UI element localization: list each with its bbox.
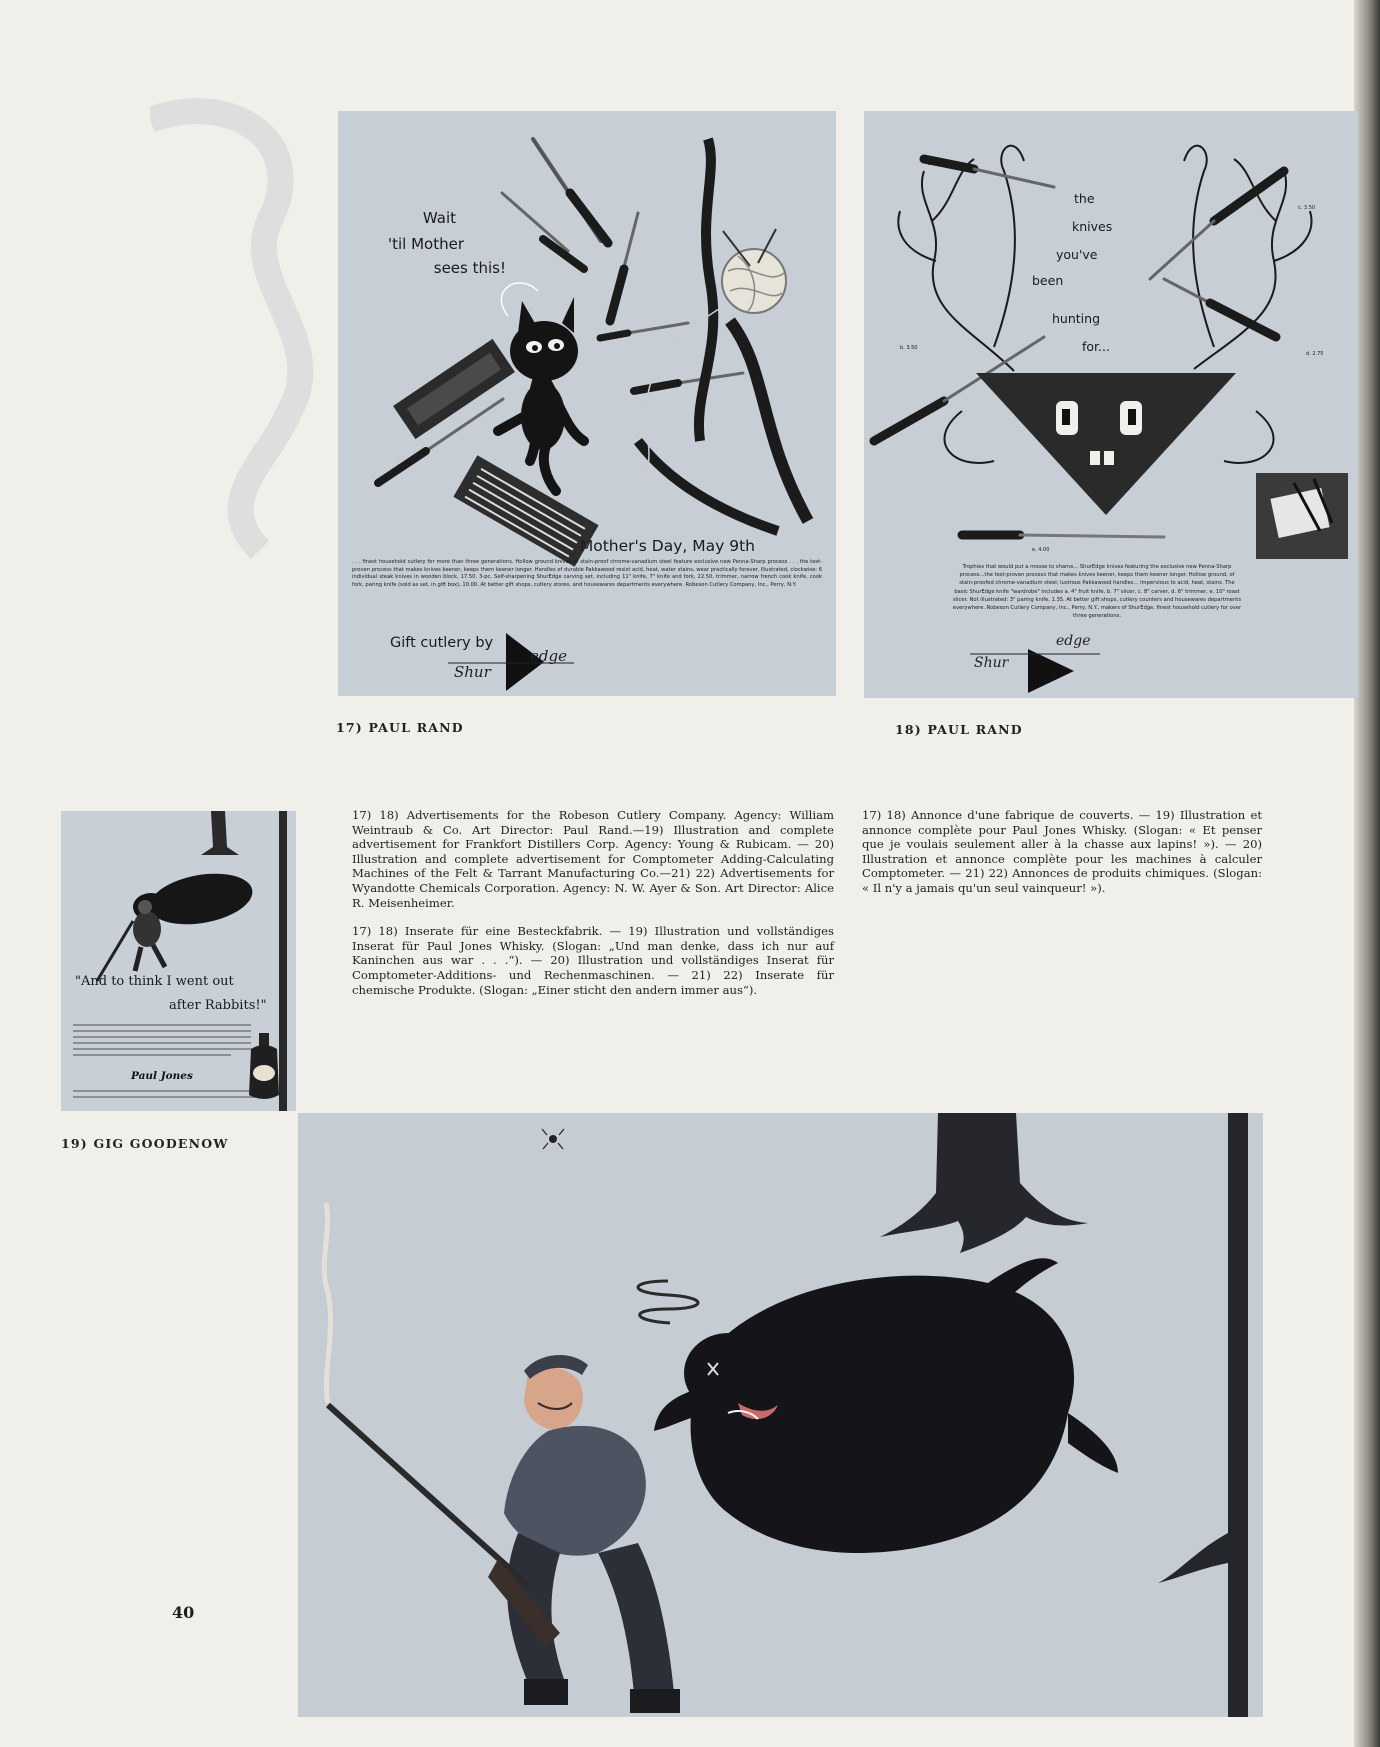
knife-label-d: d. 2.75 [1306, 351, 1324, 357]
description-french: 17) 18) Annonce d'une fabrique de couverts. — 19) Illustration et annonce complète pour Paul Jones Whisky. (Slogan: « Et penser que je voulais seulement aller à la chasse aux lapins! »). — 20) Illustration et annonce complète pour les machines à calculer Comptometer. — 21) 22) Annonces de produits chimiques. (Slogan: « Il n'y a jamais qu'un seul vainqueur! »). [862, 808, 1262, 895]
ad-18-body-copy-wrap [952, 563, 1242, 659]
ad-17-body-copy-wrap [352, 559, 822, 621]
ad-18-headline-4: been [1032, 273, 1064, 288]
ad-17-tagline: Gift cutlery by [390, 635, 494, 651]
caption-19: 19) GIG GOODENOW [61, 1136, 229, 1151]
ad-17-occasion: Mother's Day, May 9th [579, 537, 755, 555]
knife-label-b: b. 3.50 [900, 345, 918, 351]
caption-18: 18) PAUL RAND [895, 722, 1023, 737]
ad-17-body-copy: . . . finest household cutlery for more than three generations. Hollow ground knives of stain-proof chrome-vanadium steel feature exclusive new Penna-Sharp process . . . the test-proven process that makes knives keener, keeps them keener longer. Handles of durable Pakkawood resist acid, heat, water stains, wear practically forever. Illustrated, clockwise: 6 individual steak knives in wooden block, 17.50. 3-pc. Self-sharpening ShurEdge carving set, including 11" knife, 7" knife and fork, 22.50, trimmer, narrow french cook knife, cook fork, paring knife (sold as set, in gift box), 10.00. At better gift shops, cutlery stores, and housewares departments everywhere. Robeson Cutlery Company, Inc., Perry, N.Y. [352, 559, 822, 588]
description-column-right [862, 808, 1262, 910]
description-german: 17) 18) Inserate für eine Besteckfabrik. — 19) Illustration und vollständiges Inserat für Paul Jones Whisky. (Slogan: „Und man denke, dass ich nur auf Kaninchen aus war . . .“). — 20) Illustration und vollständiges Inserat für Comptometer-Additions- und Rechenmaschinen. — 21) 22) Inserate für chemische Produkte. (Slogan: „Einer sticht den andern immer aus“). [352, 924, 834, 997]
description-column-left [352, 808, 834, 1011]
ad-18-brand-left: Shur [974, 655, 1009, 671]
knife-label-c: c. 3.50 [1298, 205, 1316, 211]
ad-17-brand-right: edge [530, 647, 567, 665]
ad-19-paul-jones [61, 811, 296, 1111]
ad-19-headline-1: "And to think I went out [75, 974, 234, 989]
ad-18-artwork [864, 111, 1358, 698]
ad-18-knives-hunting [864, 111, 1358, 698]
ad-17-headline-1: Wait [422, 209, 456, 227]
ad-18-headline-3: you've [1056, 247, 1098, 262]
ad-17-headline-2: 'til Mother [387, 235, 464, 253]
knife-label-e: e. 4.00 [1032, 547, 1050, 553]
ad-17-wait-til-mother [338, 111, 836, 696]
bear-hunter-artwork [298, 1113, 1263, 1717]
ad-18-body-copy: Trophies that would put a moose to shame... ShurEdge knives featuring the exclusive new Penna-Sharp process...the test-proven process that makes knives keener, keeps them keener longer. Hollow ground, of stain-proofed chrome-vanadium steel; lustrous Pakkawood handles... impervious to acid, heat, stains. The basic ShurEdge knife "wardrobe" includes a. 4" fruit knife, b. 7" slicer, c. 8" carver, d. 6" trimmer, e. 10" roast slicer. Not illustrated: 3" paring knife, 1.35. At better gift shops, cutlery counters and housewares departments everywhere. Robeson Cutlery Company, Inc., Perry, N.Y., makers of ShurEdge, finest household cutlery for over three generations. [952, 564, 1242, 620]
ad-18-brand-right: edge [1056, 633, 1091, 649]
tree-trunk-right [1228, 1113, 1248, 1717]
ad-18-headline-5: hunting [1052, 311, 1100, 326]
ad-17-brand-left: Shur [454, 663, 491, 681]
ad-19-artwork [61, 811, 296, 1111]
caption-17: 17) PAUL RAND [336, 720, 464, 735]
ad-18-headline-1: the [1074, 191, 1095, 206]
bear-hunter-illustration [298, 1113, 1263, 1717]
ad-19-headline-2: after Rabbits!" [169, 998, 267, 1013]
ad-18-headline-2: knives [1072, 219, 1113, 234]
ad-17-artwork [338, 111, 836, 696]
product-photo-icon [1256, 473, 1348, 559]
ad-17-headline-3: sees this! [433, 259, 506, 277]
ad-19-brand: Paul Jones [131, 1070, 193, 1082]
page-number: 40 [172, 1603, 195, 1622]
knife-label-a: a. 1.50 [928, 161, 946, 167]
description-english: 17) 18) Advertisements for the Robeson Cutlery Company. Agency: William Weintraub & Co. Art Director: Paul Rand.—19) Illustration and complete advertisement for Frankfort Distillers Corp. Agency: Young & Rubicam. — 20) Illustration and complete advertisement for Comptometer Adding-Calculating Machines of the Felt & Tarrant Manufacturing Co.—21) 22) Advertisements for Wyandotte Chemicals Corporation. Agency: N. W. Ayer & Son. Art Director: Alice R. Meisenheimer. [352, 808, 834, 910]
ad-18-headline-6: for... [1082, 339, 1110, 354]
